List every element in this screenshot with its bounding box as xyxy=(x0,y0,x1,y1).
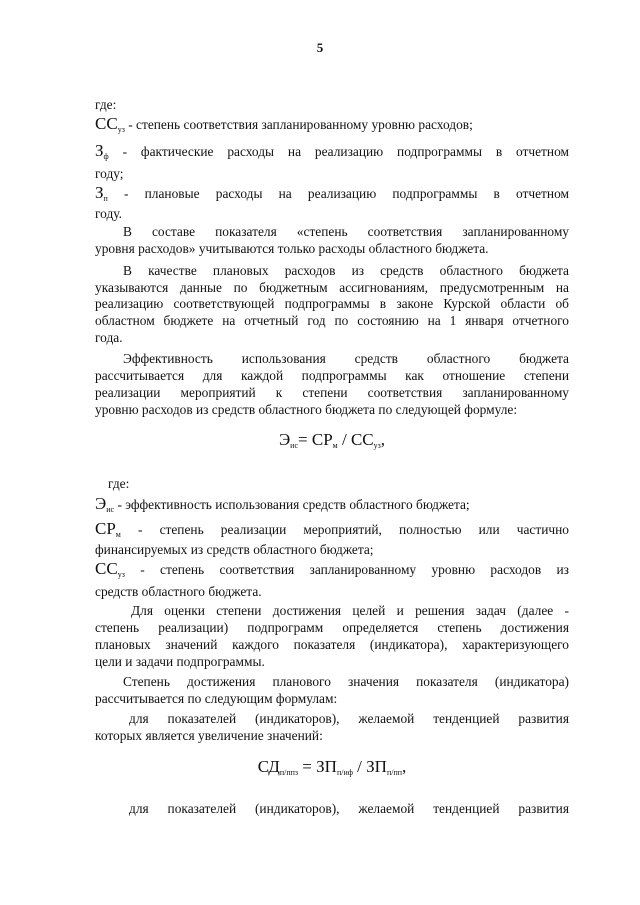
symbol-z-f: $З_ф$ xyxy=(95,141,109,161)
paragraph-line: уровню расходов из средств областного бюджета по следующей формуле: xyxy=(95,402,518,417)
text-line: году. xyxy=(95,206,122,221)
definition-z-f: $З_ф$ - фактические расходы на реализацию подпрограммы в отчетном xyxy=(95,141,569,161)
page-number: 5 xyxy=(316,40,324,55)
paragraph-line: цели и задачи подпрограммы. xyxy=(95,654,265,669)
definition-ss-uz: $СС_{уз}$ - степень соответствия запланированному уровню расходов; xyxy=(95,114,473,134)
paragraph-line: рассчитывается по следующим формулам: xyxy=(95,691,338,706)
symbol-ss-uz: $СС_{уз}$ xyxy=(95,559,125,579)
definition-sr-m: $СР_м$ - степень реализации мероприятий, полностью или частично xyxy=(95,519,569,539)
symbol-ss-uz: $СС_{уз}$ xyxy=(95,114,125,134)
paragraph-line: степень реализации) подпрограмм определяется степень достижения xyxy=(95,620,569,635)
text-line: средств областного бюджета. xyxy=(95,584,262,599)
symbol-e-is: $Э_{ис}$ xyxy=(95,494,115,514)
paragraph-line: Эффективность использования средств областного бюджета xyxy=(123,351,569,366)
paragraph-line: В составе показателя «степень соответствия запланированному xyxy=(123,224,569,239)
paragraph-line: Степень достижения планового значения показателя (индикатора) xyxy=(123,674,569,689)
paragraph-line: для показателей (индикаторов), желаемой тенденцией развития xyxy=(129,711,569,726)
definition-e-is: $Э_{ис}$ - эффективность использования средств областного бюджета; xyxy=(95,494,470,514)
text-line: финансируемых из средств областного бюджета; xyxy=(95,542,374,557)
paragraph-line: указываются данные по бюджетным ассигнованиям, предусмотренным на xyxy=(95,280,569,295)
formula-efficiency: $Э_{ис}= СР_м / СС_{уз}$, xyxy=(278,430,386,450)
paragraph-line: для показателей (индикаторов), желаемой тенденцией развития xyxy=(129,801,569,816)
definition-ss-uz-2: $СС_{уз}$ - степень соответствия запланированному уровню расходов из xyxy=(95,559,569,579)
paragraph-line: уровня расходов» учитываются только расходы областного бюджета. xyxy=(95,241,489,256)
definition-z-p: $З_п$ - плановые расходы на реализацию подпрограммы в отчетном xyxy=(95,183,569,203)
paragraph-line: которых является увеличение значений: xyxy=(95,728,323,743)
paragraph-line: года. xyxy=(95,330,123,345)
paragraph-line: рассчитывается для каждой подпрограммы как отношение степени xyxy=(95,368,569,383)
symbol-z-p: $З_п$ xyxy=(95,183,108,203)
where-label: где: xyxy=(95,97,117,112)
formula-achievement: $СД_{п/ппз} = ЗП_{п/иф} / ЗП_{п/пп}$, xyxy=(257,757,407,777)
text-line: году; xyxy=(95,166,124,181)
paragraph-line: реализацию соответствующей подпрограммы в законе Курской области об xyxy=(95,296,569,311)
where-label: где: xyxy=(108,476,130,491)
paragraph-line: Для оценки степени достижения целей и решения задач (далее - xyxy=(131,603,569,618)
symbol-sr-m: $СР_м$ xyxy=(95,519,121,539)
paragraph-line: областном бюджете на отчетный год по состоянию на 1 января отчетного xyxy=(95,313,569,328)
paragraph-line: плановых значений каждого показателя (индикатора), характеризующего xyxy=(95,637,569,652)
paragraph-line: В качестве плановых расходов из средств областного бюджета xyxy=(123,263,569,278)
paragraph-line: реализации мероприятий к степени соответствия запланированному xyxy=(95,385,569,400)
